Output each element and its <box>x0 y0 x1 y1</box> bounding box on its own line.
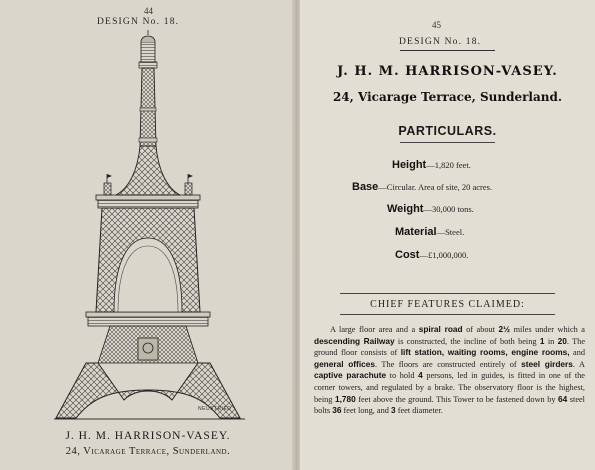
spec-material: Material—Steel. <box>395 226 465 238</box>
illustrator-signature: NEUSTRIED <box>198 406 232 412</box>
design-label: DESIGN No. 18. <box>97 17 180 27</box>
tower-illustration <box>40 28 256 430</box>
features-rule-top <box>340 293 555 294</box>
applicant-address: 24, Vicarage Terrace, Sunderland. <box>332 90 563 104</box>
features-rule-bottom <box>340 314 555 315</box>
header-rule <box>400 50 495 51</box>
caption-name: J. H. M. HARRISON-VASEY. <box>65 430 231 442</box>
particulars-heading: PARTICULARS. <box>398 124 497 138</box>
caption-address: 24, Vicarage Terrace, Sunderland. <box>65 446 231 457</box>
page-number: 44 <box>144 6 153 16</box>
page-number: 45 <box>432 20 441 30</box>
spec-weight: Weight—30,000 tons. <box>387 203 474 215</box>
right-page <box>300 0 595 470</box>
spec-base: Base—Circular. Area of site, 20 acres. <box>352 181 493 193</box>
applicant-name: J. H. M. HARRISON-VASEY. <box>337 64 558 79</box>
particulars-underline <box>400 142 495 143</box>
spec-cost: Cost—£1,000,000. <box>395 249 469 261</box>
design-label: DESIGN No. 18. <box>399 37 482 47</box>
features-paragraph: A large floor area and a spiral road of about 2½ miles under which a descending Railway is constructed, the incline of both being 1 in 20. The ground floor consists of lift station, waiting rooms, engine rooms, and general offices. The floors are constructed entirely of steel girders. A captive parachute to hold 4 persons, led in guides, is fitted in one of the corner towers, and regulated by a brake. The observatory floor is the highest, being 1,780 feet above the ground. This Tower to be fastened down by 64 steel bolts 36 feet long, and 3 feet diameter. <box>314 324 585 416</box>
left-page <box>0 0 296 470</box>
spec-height: Height—1,820 feet. <box>392 159 471 171</box>
features-heading: CHIEF FEATURES CLAIMED: <box>370 299 525 310</box>
